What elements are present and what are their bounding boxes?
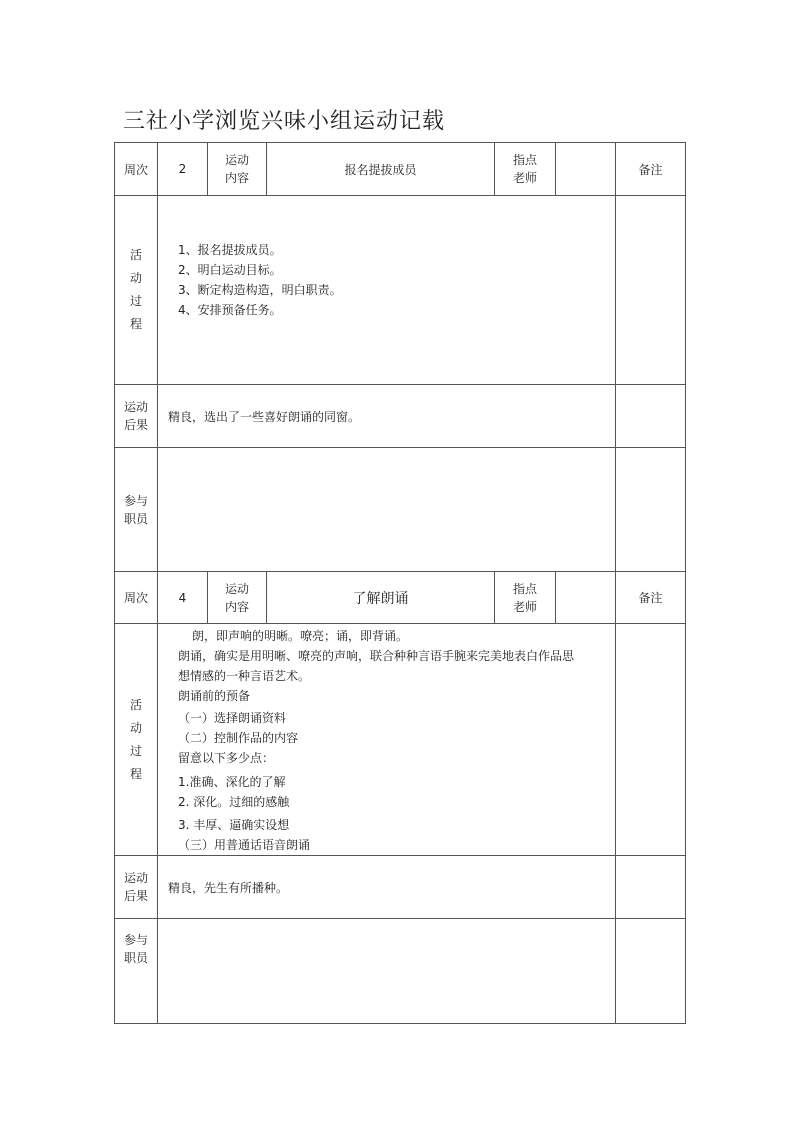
process-notes [616, 196, 686, 385]
activity-record-2 [114, 571, 686, 1024]
week-label: 周次 [115, 143, 158, 196]
content-value: 报名提拔成员 [267, 143, 495, 196]
notes-label: 备注 [616, 143, 686, 196]
teacher-value [556, 572, 616, 624]
members-value [158, 448, 616, 572]
result-notes [616, 856, 686, 919]
process-label: 活 动 过 程 [115, 196, 158, 385]
process-line: 3. 丰厚、逼确实设想 [178, 818, 290, 832]
process-line: 4、安排预备任务。 [178, 303, 282, 317]
header-row [115, 143, 686, 196]
process-line: （二）控制作品的内容 [178, 731, 299, 745]
process-line: 朗诵，确实是用明晰、嘹亮的声响，联合种种言语手腕来完美地表白作品思 [178, 649, 575, 663]
result-notes [616, 385, 686, 448]
members-value [158, 919, 616, 1024]
members-row [115, 919, 686, 1024]
process-line: 朗，即声响的明晰。嘹亮；诵，即背诵。 [192, 629, 409, 643]
content-label: 运动 内容 [208, 572, 267, 624]
process-line: （一）选择朗诵资料 [178, 711, 287, 725]
week-value: 4 [158, 572, 208, 624]
process-content [158, 624, 616, 856]
result-row [115, 385, 686, 448]
process-line: 朗诵前的预备 [178, 689, 251, 703]
process-line: 1、报名提拔成员。 [178, 243, 282, 257]
members-notes [616, 448, 686, 572]
teacher-label: 指点 老师 [495, 572, 556, 624]
process-label: 活 动 过 程 [115, 624, 158, 856]
members-label: 参与 职员 [115, 919, 158, 1024]
members-row [115, 448, 686, 572]
members-label: 参与 职员 [115, 448, 158, 572]
week-value: 2 [158, 143, 208, 196]
teacher-label: 指点 老师 [495, 143, 556, 196]
week-label: 周次 [115, 572, 158, 624]
process-row [115, 624, 686, 856]
result-label: 运动 后果 [115, 856, 158, 919]
process-line: 留意以下多少点： [178, 751, 275, 765]
header-row [115, 572, 686, 624]
activity-record-1 [114, 142, 686, 572]
process-line: 2、明白运动目标。 [178, 263, 282, 277]
result-value: 精良，先生有所播种。 [158, 856, 616, 919]
page-title: 三社小学浏览兴味小组运动记载 [123, 109, 446, 134]
process-line: 2. 深化。过细的感触 [178, 795, 290, 809]
process-line: （三）用普通话语音朗诵 [178, 838, 311, 852]
teacher-value [556, 143, 616, 196]
result-value: 精良，选出了一些喜好朗诵的同窗。 [158, 385, 616, 448]
content-label: 运动 内容 [208, 143, 267, 196]
members-notes [616, 919, 686, 1024]
content-value: 了解朗诵 [267, 572, 495, 624]
process-content [158, 196, 616, 385]
result-row [115, 856, 686, 919]
notes-label: 备注 [616, 572, 686, 624]
process-line: 3、断定构造构造，明白职责。 [178, 283, 342, 297]
process-line: 想情感的一种言语艺术。 [178, 669, 311, 683]
process-row [115, 196, 686, 385]
process-line: 1.准确、深化的了解 [178, 775, 286, 789]
result-label: 运动 后果 [115, 385, 158, 448]
process-notes [616, 624, 686, 856]
